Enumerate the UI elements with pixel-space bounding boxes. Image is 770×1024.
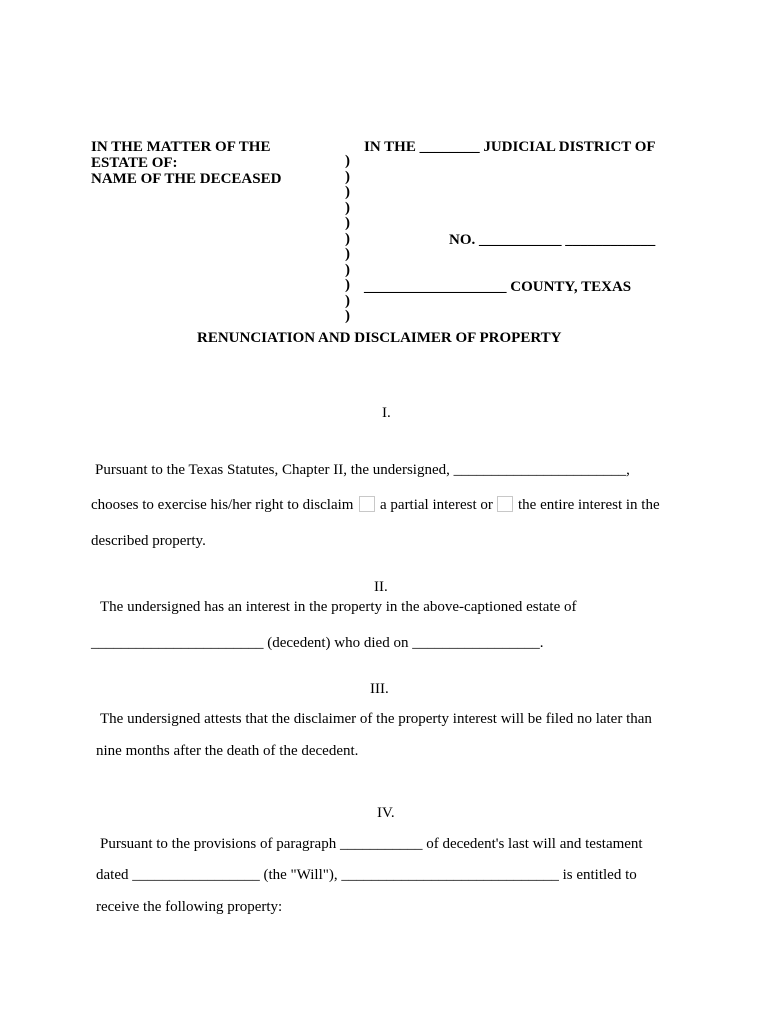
section-3-line-1: The undersigned attests that the disclaimer of the property interest will be filed no later than bbox=[100, 711, 652, 727]
section-4-heading: IV. bbox=[377, 805, 395, 821]
judicial-district-line: IN THE ________ JUDICIAL DISTRICT OF bbox=[364, 139, 656, 155]
caption-paren: ) bbox=[345, 184, 350, 200]
section-4-line-1: Pursuant to the provisions of paragraph ___________ of decedent's last will and testament bbox=[100, 836, 643, 852]
entire-interest-checkbox[interactable] bbox=[497, 496, 513, 512]
section-1-line-2-b: a partial interest or bbox=[380, 497, 493, 513]
section-2-line-1: The undersigned has an interest in the property in the above-captioned estate of bbox=[100, 599, 577, 615]
caption-paren: ) bbox=[345, 292, 350, 309]
section-2-line-2: _______________________ (decedent) who died on _________________. bbox=[91, 635, 544, 651]
partial-interest-checkbox[interactable] bbox=[359, 496, 375, 512]
caption-left-line-3: NAME OF THE DECEASED bbox=[91, 171, 282, 187]
caption-paren: ) bbox=[345, 199, 350, 216]
caption-paren: ) bbox=[345, 246, 350, 262]
section-3-line-2: nine months after the death of the decedent. bbox=[96, 743, 359, 759]
section-1-line-2-c: the entire interest in the bbox=[518, 497, 660, 513]
county-line: ___________________ COUNTY, TEXAS bbox=[364, 279, 632, 295]
case-number-line: NO. ___________ ____________ bbox=[449, 232, 656, 248]
caption-paren: ) bbox=[345, 215, 350, 231]
caption-paren: ) bbox=[345, 168, 350, 185]
caption-paren: ) bbox=[345, 153, 350, 169]
caption-paren: ) bbox=[345, 230, 350, 247]
caption-paren: ) bbox=[345, 261, 350, 278]
section-1-line-1: Pursuant to the Texas Statutes, Chapter II, the undersigned, _______________________, bbox=[95, 462, 630, 478]
caption-paren: ) bbox=[345, 308, 350, 324]
section-1-heading: I. bbox=[382, 405, 391, 421]
section-4-line-2: dated _________________ (the "Will"), _____________________________ is entitled to bbox=[96, 867, 637, 883]
section-3-heading: III. bbox=[370, 681, 389, 697]
caption-left-line-2: ESTATE OF: bbox=[91, 155, 178, 171]
caption-left-line-1: IN THE MATTER OF THE bbox=[91, 139, 271, 155]
section-2-heading: II. bbox=[374, 579, 388, 595]
document-title: RENUNCIATION AND DISCLAIMER OF PROPERTY bbox=[197, 330, 562, 346]
section-1-line-3: described property. bbox=[91, 533, 206, 549]
section-1-line-2-a: chooses to exercise his/her right to disclaim bbox=[91, 497, 354, 513]
caption-paren: ) bbox=[345, 277, 350, 293]
section-4-line-3: receive the following property: bbox=[96, 899, 283, 915]
